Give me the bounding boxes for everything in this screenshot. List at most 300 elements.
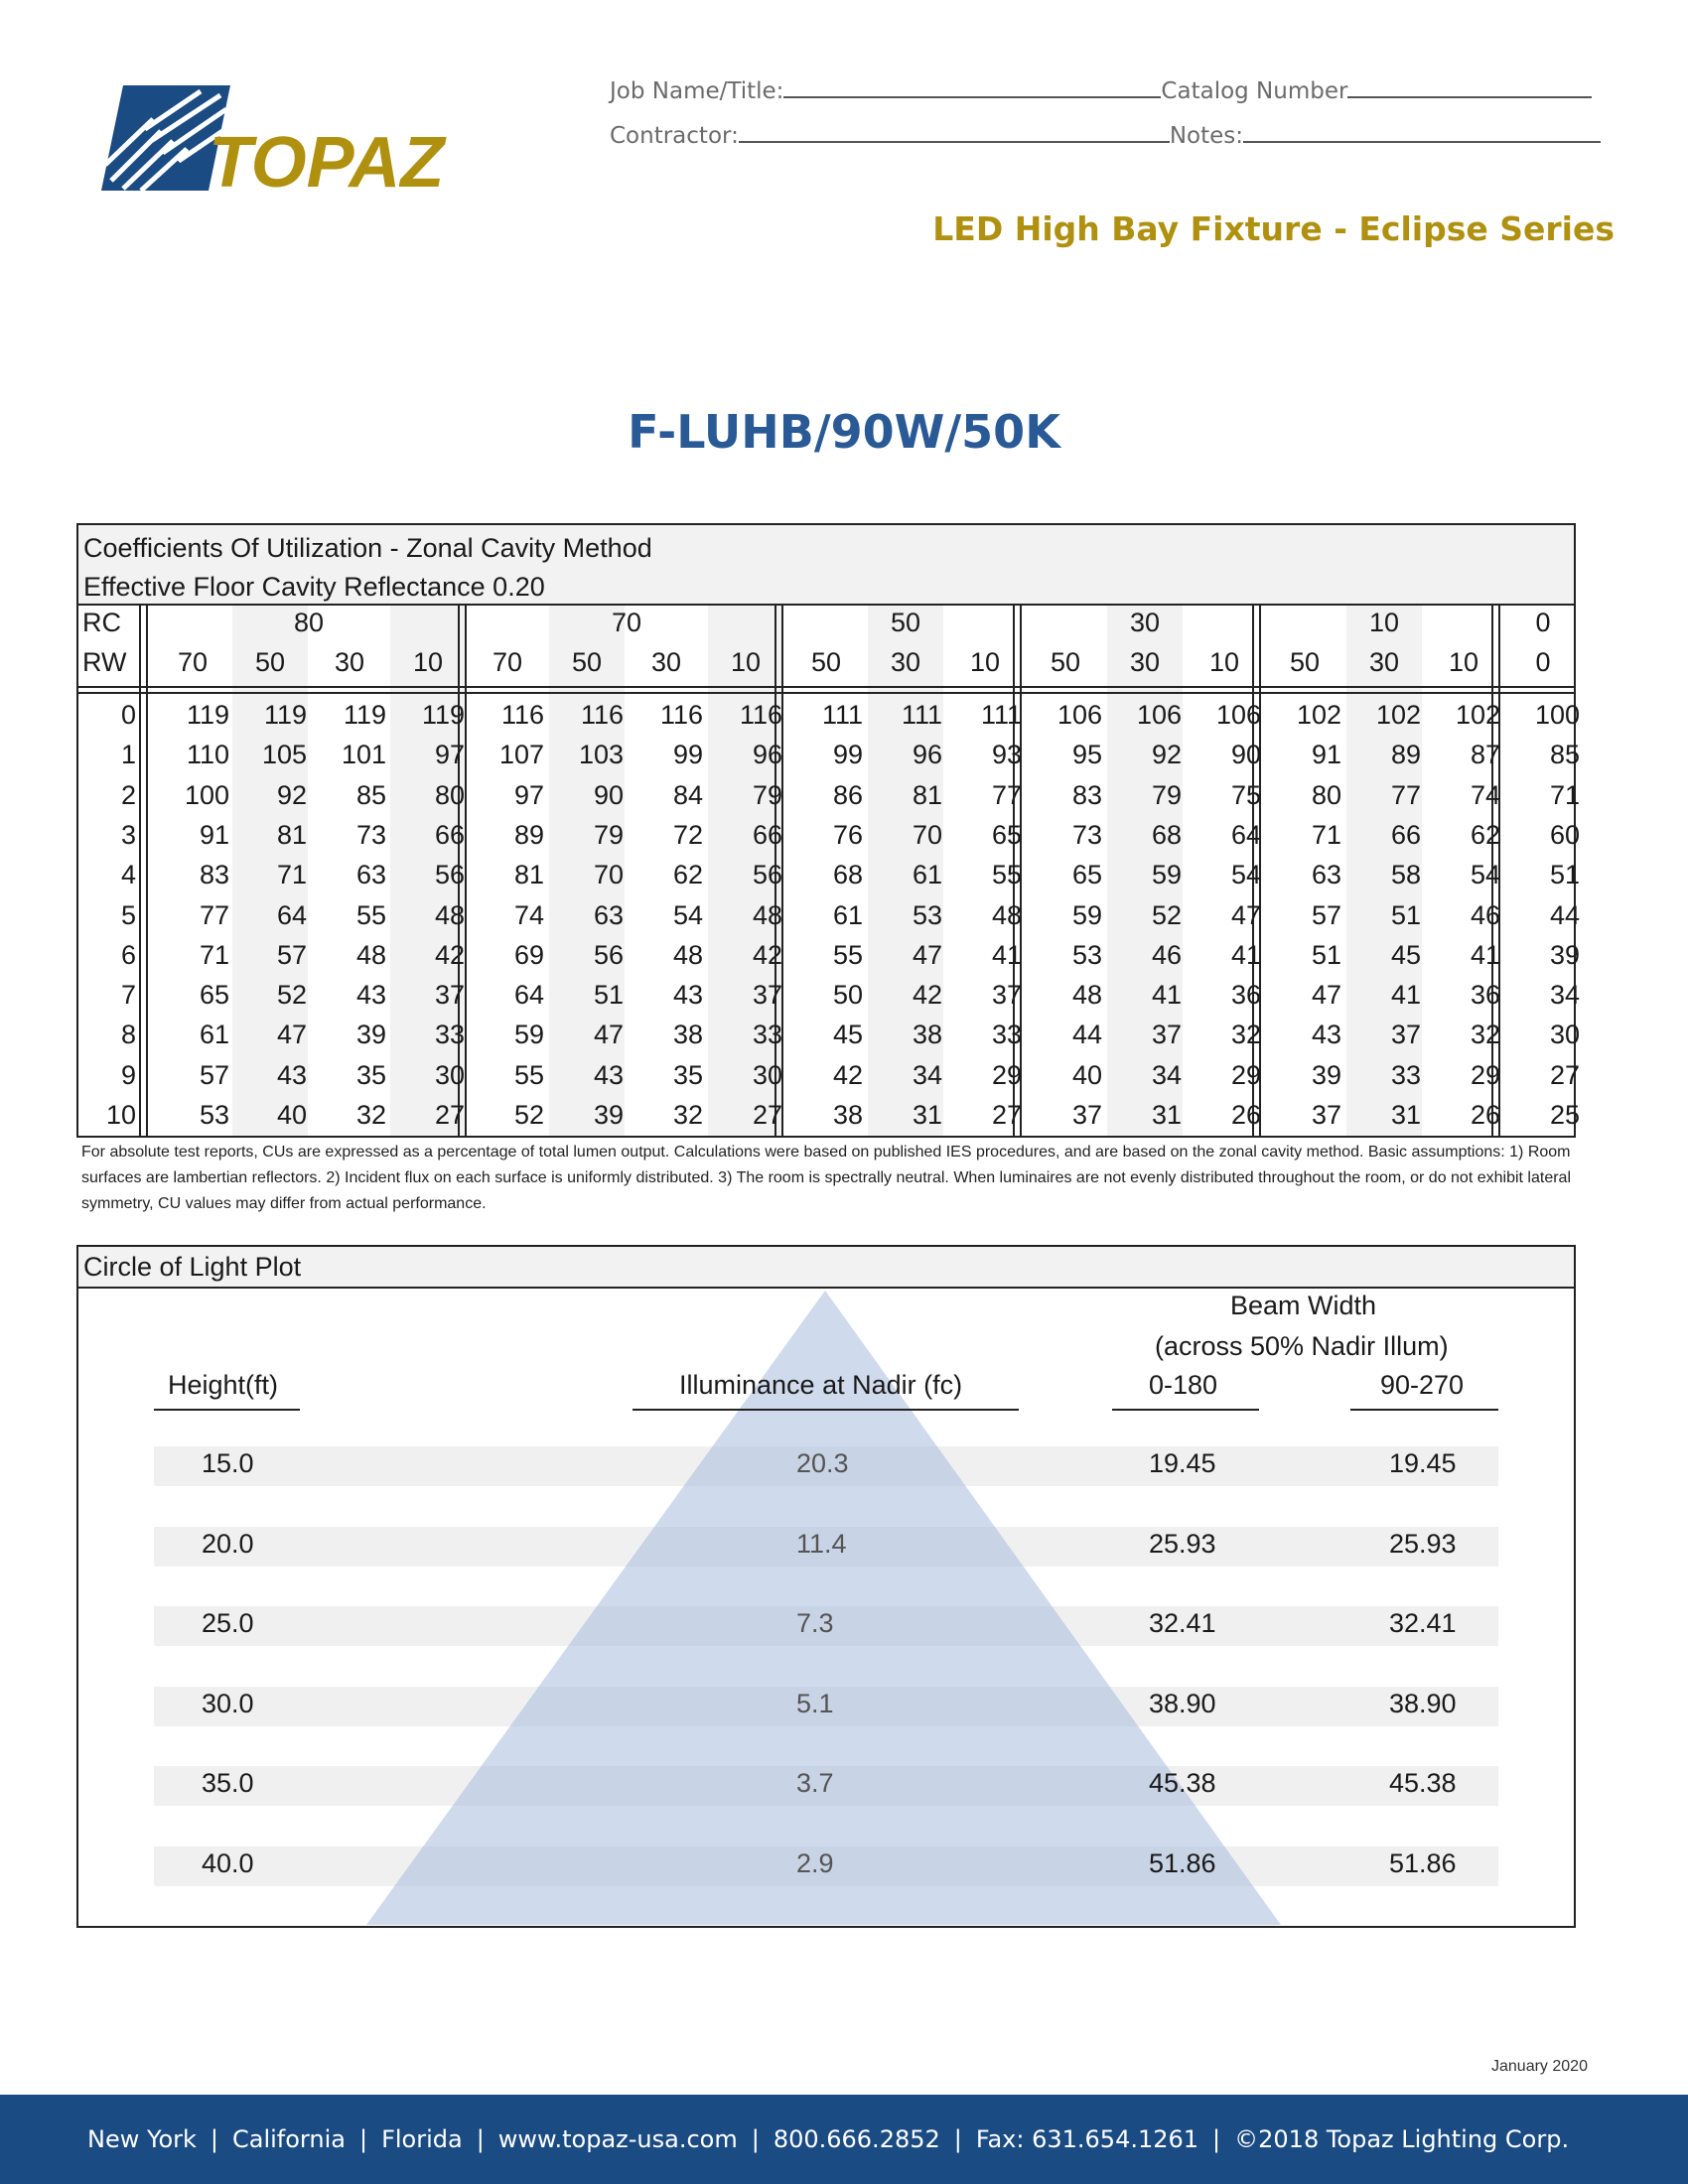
cu-value: 38 [912, 1020, 942, 1050]
cu-value: 42 [912, 980, 942, 1011]
cu-value: 43 [1311, 1020, 1341, 1050]
cu-value: 51 [1549, 860, 1580, 890]
rw-value: 30 [1129, 647, 1161, 677]
rc-value: 70 [611, 608, 642, 637]
cu-value: 48 [434, 899, 465, 930]
cu-value: 52 [513, 1100, 544, 1130]
cu-value: 62 [672, 860, 703, 890]
cu-value: 27 [752, 1100, 782, 1130]
cu-value: 52 [1151, 899, 1182, 930]
cu-value: 119 [421, 700, 465, 730]
cu-value: 99 [672, 740, 703, 770]
rw-value: 10 [412, 647, 444, 677]
cu-value: 68 [1151, 819, 1182, 850]
rcr-value: 3 [120, 819, 136, 850]
cu-value: 32 [1230, 1020, 1261, 1050]
cu-value: 46 [1151, 939, 1182, 970]
cu-value: 79 [593, 819, 624, 850]
cu-value: 71 [276, 860, 307, 890]
cu-value: 66 [752, 819, 782, 850]
cu-value: 55 [513, 1059, 544, 1090]
illuminance-value: 11.4 [796, 1528, 847, 1559]
beam-90-270-value: 51.86 [1389, 1848, 1457, 1878]
cu-value: 116 [739, 700, 782, 730]
cu-value: 41 [1470, 939, 1500, 970]
cu-value: 70 [912, 819, 942, 850]
cu-value: 62 [1470, 819, 1500, 850]
footer-separator: | [358, 2125, 368, 2153]
cu-value: 106 [1215, 700, 1261, 730]
beam-0-180-value: 38.90 [1149, 1688, 1216, 1718]
circle-of-light-title: Circle of Light Plot [78, 1247, 1574, 1289]
cu-value: 65 [1071, 860, 1102, 890]
cu-value: 30 [1549, 1020, 1580, 1050]
rcr-value: 10 [105, 1100, 136, 1130]
cu-value: 83 [1071, 779, 1102, 810]
cu-value: 45 [832, 1020, 863, 1050]
cu-value: 89 [513, 819, 544, 850]
cu-value: 59 [1071, 899, 1102, 930]
beam-0-180-value: 45.38 [1149, 1768, 1216, 1799]
contractor-field[interactable] [739, 119, 1170, 143]
cu-value: 54 [1230, 860, 1261, 890]
cu-value: 96 [752, 740, 782, 770]
cu-value: 65 [199, 980, 229, 1011]
cu-value: 34 [1549, 980, 1580, 1011]
cu-value: 74 [513, 899, 544, 930]
height-value: 35.0 [202, 1768, 254, 1799]
beam-90-270-value: 32.41 [1389, 1608, 1457, 1639]
cu-value: 29 [1470, 1059, 1500, 1090]
footer-item: 800.666.2852 [773, 2125, 940, 2153]
beam-0-180-value: 19.45 [1149, 1448, 1216, 1478]
cu-value: 37 [1390, 1020, 1421, 1050]
beam-width-label: Beam Width [1230, 1291, 1377, 1320]
footer-separator: | [953, 2125, 962, 2153]
cu-value: 46 [1470, 899, 1500, 930]
rw-value: 50 [1050, 647, 1081, 677]
footer-separator: | [476, 2125, 485, 2153]
cu-value: 89 [1390, 740, 1421, 770]
cu-value: 52 [276, 980, 307, 1011]
cu-value: 66 [1390, 819, 1421, 850]
cu-value: 37 [1311, 1100, 1341, 1130]
beam-0-180-underline [1112, 1409, 1259, 1411]
cu-value: 55 [991, 860, 1022, 890]
beam-90-270-value: 19.45 [1389, 1448, 1457, 1478]
beam-90-270-header: 90-270 [1380, 1370, 1465, 1400]
notes-field[interactable] [1243, 119, 1601, 143]
cu-table-title: Coefficients Of Utilization - Zonal Cavity Method [83, 533, 652, 563]
cu-value: 69 [513, 939, 544, 970]
cu-value: 41 [1230, 939, 1261, 970]
beam-90-270-value: 45.38 [1389, 1768, 1457, 1799]
cu-value: 116 [500, 700, 544, 730]
contractor-label: Contractor: [610, 123, 739, 149]
footer-item: Florida [381, 2125, 463, 2153]
cu-value: 37 [1151, 1020, 1182, 1050]
cu-table-header [78, 525, 1574, 606]
illuminance-value: 5.1 [796, 1688, 834, 1718]
rcr-value: 6 [120, 939, 136, 970]
beam-90-270-underline [1350, 1409, 1498, 1411]
rcr-value: 2 [120, 779, 136, 810]
cu-value: 101 [341, 740, 386, 770]
product-series-title: LED High Bay Fixture - Eclipse Series [932, 209, 1615, 248]
rc-value: 10 [1368, 608, 1400, 637]
cu-value: 79 [752, 779, 782, 810]
footer-separator: | [1212, 2125, 1221, 2153]
cu-value: 33 [752, 1020, 782, 1050]
cu-value: 51 [1311, 939, 1341, 970]
cu-value: 42 [434, 939, 465, 970]
cu-value: 116 [659, 700, 703, 730]
cu-value: 92 [1151, 740, 1182, 770]
height-value: 40.0 [202, 1848, 254, 1878]
rcr-value: 4 [120, 860, 136, 890]
cu-value: 85 [1549, 740, 1580, 770]
height-value: 25.0 [202, 1608, 254, 1639]
cu-value: 53 [199, 1100, 229, 1130]
cu-value: 47 [1311, 980, 1341, 1011]
cu-value: 106 [1136, 700, 1182, 730]
cu-value: 30 [752, 1059, 782, 1090]
cu-value: 43 [672, 980, 703, 1011]
cu-value: 93 [991, 740, 1022, 770]
cu-value: 116 [580, 700, 624, 730]
cu-value: 111 [980, 700, 1022, 730]
cu-value: 38 [832, 1100, 863, 1130]
cu-value: 48 [1071, 980, 1102, 1011]
cu-value: 51 [1390, 899, 1421, 930]
cu-value: 47 [912, 939, 942, 970]
cu-value: 44 [1071, 1020, 1102, 1050]
cu-value: 119 [186, 700, 229, 730]
rw-value: 10 [1208, 647, 1240, 677]
cu-value: 33 [1390, 1059, 1421, 1090]
cu-value: 83 [199, 860, 229, 890]
illuminance-value: 3.7 [796, 1768, 834, 1799]
cu-value: 54 [1470, 860, 1500, 890]
illuminance-value: 7.3 [796, 1608, 834, 1639]
rw-value: 50 [254, 647, 286, 677]
cu-value: 102 [1455, 700, 1500, 730]
cu-value: 59 [1151, 860, 1182, 890]
cu-value: 42 [752, 939, 782, 970]
rw-value: 10 [730, 647, 762, 677]
notes-label: Notes: [1169, 123, 1244, 149]
cu-value: 119 [343, 700, 386, 730]
cu-value: 26 [1470, 1100, 1500, 1130]
rcr-value: 9 [120, 1059, 136, 1090]
model-number: F-LUHB/90W/50K [628, 405, 1060, 459]
rw-value: 50 [1289, 647, 1321, 677]
cu-value: 91 [199, 819, 229, 850]
cu-value: 57 [276, 939, 307, 970]
cu-value: 96 [912, 740, 942, 770]
cu-value: 76 [832, 819, 863, 850]
catalog-number-field[interactable] [1347, 74, 1592, 98]
cu-value: 39 [1549, 939, 1580, 970]
cu-value: 47 [593, 1020, 624, 1050]
cu-value: 57 [1311, 899, 1341, 930]
cu-value: 43 [276, 1059, 307, 1090]
cu-value: 37 [1071, 1100, 1102, 1130]
cu-value: 84 [672, 779, 703, 810]
cu-value: 71 [1549, 779, 1580, 810]
cu-value: 97 [513, 779, 544, 810]
cu-value: 41 [1390, 980, 1421, 1011]
cu-value: 53 [912, 899, 942, 930]
cu-value: 90 [593, 779, 624, 810]
cu-value: 74 [1470, 779, 1500, 810]
cu-value: 110 [186, 740, 229, 770]
cu-value: 102 [1296, 700, 1341, 730]
cu-value: 79 [1151, 779, 1182, 810]
cu-value: 81 [276, 819, 307, 850]
rw-value: 30 [650, 647, 682, 677]
footer-item: California [232, 2125, 346, 2153]
rc-value: 30 [1129, 608, 1161, 637]
rcr-value: 7 [120, 980, 136, 1011]
cu-value: 61 [832, 899, 863, 930]
cu-value: 71 [1311, 819, 1341, 850]
cu-value: 41 [1151, 980, 1182, 1011]
job-name-label: Job Name/Title: [610, 78, 784, 104]
cu-value: 48 [355, 939, 386, 970]
cu-value: 66 [434, 819, 465, 850]
cu-value: 45 [1390, 939, 1421, 970]
cu-value: 43 [355, 980, 386, 1011]
topaz-logo-text: TOPAZ [209, 123, 445, 195]
rw-value: 30 [334, 647, 365, 677]
cu-value: 47 [276, 1020, 307, 1050]
cu-value: 72 [672, 819, 703, 850]
cu-value: 37 [434, 980, 465, 1011]
cu-value: 57 [199, 1059, 229, 1090]
rcr-value: 1 [120, 740, 136, 770]
cu-value: 87 [1470, 740, 1500, 770]
illuminance-header-underline [633, 1409, 1019, 1411]
cu-value: 95 [1071, 740, 1102, 770]
illuminance-value: 2.9 [796, 1848, 834, 1878]
rw-value: 50 [571, 647, 603, 677]
cu-value: 50 [832, 980, 863, 1011]
cu-value: 34 [912, 1059, 942, 1090]
cu-value: 48 [752, 899, 782, 930]
cu-value: 31 [1151, 1100, 1182, 1130]
cu-value: 47 [1230, 899, 1261, 930]
cu-value: 56 [593, 939, 624, 970]
rw-value: 0 [1535, 647, 1551, 677]
beam-width-sublabel: (across 50% Nadir Illum) [1155, 1331, 1449, 1361]
cu-value: 75 [1230, 779, 1261, 810]
cu-value: 37 [991, 980, 1022, 1011]
cu-value: 40 [276, 1100, 307, 1130]
cu-value: 73 [355, 819, 386, 850]
header-divider [78, 692, 1574, 694]
cu-value: 48 [991, 899, 1022, 930]
cu-value: 99 [832, 740, 863, 770]
cu-value: 60 [1549, 819, 1580, 850]
cu-value: 31 [912, 1100, 942, 1130]
beam-0-180-value: 51.86 [1149, 1848, 1216, 1878]
cu-value: 103 [578, 740, 624, 770]
cu-value: 27 [434, 1100, 465, 1130]
cu-value: 33 [991, 1020, 1022, 1050]
cu-value: 29 [1230, 1059, 1261, 1090]
cu-value: 61 [912, 860, 942, 890]
cu-value: 65 [991, 819, 1022, 850]
cu-table-subtitle: Effective Floor Cavity Reflectance 0.20 [83, 572, 545, 602]
beam-90-270-value: 25.93 [1389, 1528, 1457, 1559]
cu-value: 90 [1230, 740, 1261, 770]
cu-value: 32 [355, 1100, 386, 1130]
document-date: January 2020 [1491, 2058, 1588, 2075]
cu-value: 63 [1311, 860, 1341, 890]
rc-value: 0 [1535, 608, 1551, 637]
cu-value: 107 [498, 740, 544, 770]
footer-separator: | [751, 2125, 760, 2153]
job-name-field[interactable] [783, 74, 1161, 98]
cu-value: 55 [355, 899, 386, 930]
cu-value: 68 [832, 860, 863, 890]
beam-0-180-value: 32.41 [1149, 1608, 1216, 1639]
cu-value: 64 [276, 899, 307, 930]
rcr-value: 8 [120, 1020, 136, 1050]
cu-value: 39 [593, 1100, 624, 1130]
rw-value: 30 [890, 647, 921, 677]
rc-value: 50 [890, 608, 921, 637]
illuminance-header: Illuminance at Nadir (fc) [679, 1370, 963, 1400]
rc-label: RC [82, 608, 121, 637]
footer-separator: | [210, 2125, 218, 2153]
cu-value: 119 [263, 700, 307, 730]
cu-value: 55 [832, 939, 863, 970]
cu-value: 36 [1230, 980, 1261, 1011]
cu-value: 64 [513, 980, 544, 1011]
footer-item: New York [87, 2125, 197, 2153]
cu-value: 27 [1549, 1059, 1580, 1090]
cu-value: 81 [513, 860, 544, 890]
beam-0-180-header: 0-180 [1149, 1370, 1218, 1400]
cu-value: 97 [434, 740, 465, 770]
rcr-value: 5 [120, 899, 136, 930]
rw-value: 10 [969, 647, 1001, 677]
cu-value: 56 [752, 860, 782, 890]
rw-label: RW [82, 647, 127, 677]
rw-value: 70 [177, 647, 209, 677]
cu-value: 39 [355, 1020, 386, 1050]
cu-value: 32 [1470, 1020, 1500, 1050]
cu-value: 106 [1056, 700, 1102, 730]
cu-footnote: For absolute test reports, CUs are expressed as a percentage of total lumen output. Calculations were based on published IES procedures, and are based on the zonal cavity method. Basic assumptions: 1) Room surfaces are lambertian reflectors. 2) Incident flux on each surface is uniformly distributed. 3) The room is spectrally neutral. When luminaires are not evenly distributed throughout the room, or do not exhibit lateral symmetry, CU values may differ from actual performance. [81, 1144, 1571, 1212]
cu-value: 26 [1230, 1100, 1261, 1130]
footer-item: ©2018 Topaz Lighting Corp. [1234, 2125, 1570, 2153]
cu-value: 27 [991, 1100, 1022, 1130]
job-name-row [610, 74, 1592, 104]
cu-value: 111 [901, 700, 942, 730]
cu-value: 37 [752, 980, 782, 1011]
cu-value: 54 [672, 899, 703, 930]
circle-of-light-plot [76, 1245, 1576, 1928]
cu-value: 77 [199, 899, 229, 930]
footer-item: Fax: 631.654.1261 [975, 2125, 1199, 2153]
cu-value: 58 [1390, 860, 1421, 890]
catalog-number-label: Catalog Number [1161, 78, 1348, 104]
cu-value: 80 [434, 779, 465, 810]
illuminance-value: 20.3 [796, 1448, 849, 1478]
beam-90-270-value: 38.90 [1389, 1688, 1457, 1718]
cu-value: 31 [1390, 1100, 1421, 1130]
cu-value: 36 [1470, 980, 1500, 1011]
rcr-value: 0 [120, 700, 136, 730]
cu-value: 63 [593, 899, 624, 930]
beam-0-180-value: 25.93 [1149, 1528, 1216, 1559]
cu-value: 80 [1311, 779, 1341, 810]
topaz-logo [101, 85, 518, 195]
cu-value: 100 [184, 779, 229, 810]
cu-value: 64 [1230, 819, 1261, 850]
cu-value: 77 [1390, 779, 1421, 810]
cu-value: 34 [1151, 1059, 1182, 1090]
cu-value: 73 [1071, 819, 1102, 850]
cu-table [76, 523, 1580, 1138]
cu-value: 63 [355, 860, 386, 890]
cu-value: 29 [991, 1059, 1022, 1090]
height-value: 20.0 [202, 1528, 254, 1559]
cu-value: 44 [1549, 899, 1580, 930]
footer-website-link[interactable]: www.topaz-usa.com [497, 2125, 738, 2153]
rc-value: 80 [293, 608, 325, 637]
footer-bar [0, 2095, 1688, 2184]
header-divider [78, 686, 1574, 688]
cu-value: 61 [199, 1020, 229, 1050]
cu-value: 86 [832, 779, 863, 810]
height-value: 30.0 [202, 1688, 254, 1718]
cu-value: 100 [1534, 700, 1580, 730]
cu-value: 56 [434, 860, 465, 890]
cu-value: 102 [1375, 700, 1421, 730]
height-header-underline [154, 1409, 300, 1411]
cu-value: 111 [821, 700, 863, 730]
cu-value: 39 [1311, 1059, 1341, 1090]
cu-value: 38 [672, 1020, 703, 1050]
cu-value: 33 [434, 1020, 465, 1050]
cu-value: 32 [672, 1100, 703, 1130]
height-header: Height(ft) [168, 1370, 279, 1400]
cu-value: 48 [672, 939, 703, 970]
cu-value: 42 [832, 1059, 863, 1090]
rw-value: 70 [492, 647, 523, 677]
rw-value: 10 [1448, 647, 1479, 677]
cu-value: 59 [513, 1020, 544, 1050]
cu-value: 40 [1071, 1059, 1102, 1090]
height-value: 15.0 [202, 1448, 254, 1478]
cu-value: 53 [1071, 939, 1102, 970]
rw-value: 50 [810, 647, 842, 677]
cu-value: 51 [593, 980, 624, 1011]
cu-value: 77 [991, 779, 1022, 810]
cu-value: 105 [261, 740, 307, 770]
cu-value: 25 [1549, 1100, 1580, 1130]
cu-value: 41 [991, 939, 1022, 970]
cu-value: 91 [1311, 740, 1341, 770]
cu-value: 92 [276, 779, 307, 810]
cu-value: 43 [593, 1059, 624, 1090]
cu-value: 30 [434, 1059, 465, 1090]
cu-value: 81 [912, 779, 942, 810]
